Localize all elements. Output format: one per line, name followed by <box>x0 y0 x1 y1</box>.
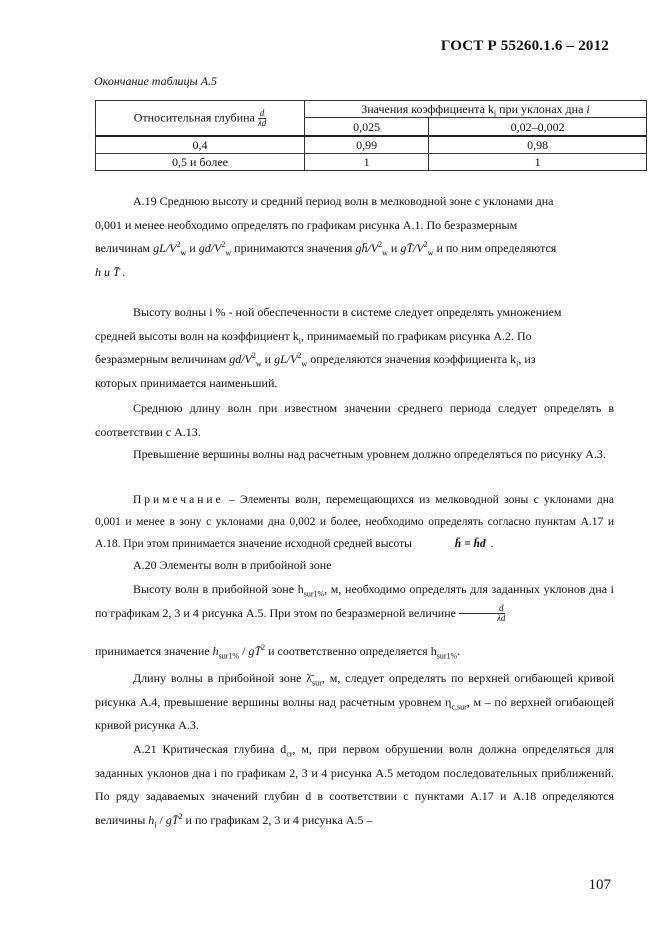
coefficient-table <box>95 100 647 171</box>
paragraph-a21: А.21 Критическая глубина $d_{cr}$, м, при первом обрушении волн должна определяться для заданных уклонов дна i по графикам 2, 3 и 4 рисунка А.5 методом последовательных приближений. По ряду задаваемых значений глубин d в соответствии с пунктами А.17 и А.18 определяются величины $h_i$ / gT̄$^2$ и по графикам 2, 3 и 4 рисунка А.5 – <box>95 742 615 829</box>
page-number: 107 <box>588 877 611 893</box>
note: Примечание – Элементы волн, перемещающихся из мелководной зоны с уклонами дна 0,001 и менее в зону с уклонами дна 0,002 и более, необходимо определять согласно пунктам А.17 и А.18. При этом принимается значение исходной средней высоты h̄ = h̄d . <box>95 489 614 555</box>
paragraph-wavelength: Среднюю длину волн при известном значении среднего периода следует определять в соответствии с А.13. <box>95 401 614 439</box>
paragraph-a20-wavelength: Длину волны в прибойной зоне $\lambdā_{sur}$, м, следует определять по верхней огибающей кривой рисунка А.4, превышение вершины волны над расчетным уровнем $\eta_{c,sur}$, м – по верхней огибающей кривой рисунка А.3. <box>95 671 614 732</box>
paragraph-a20-value: принимается значение $h_{sur1\%}$ / gT̄$^2$ и соответственно определяется $h_{sur1\%}$. <box>95 643 461 661</box>
section-a20-title: А.20 Элементы волн в прибойной зоне <box>133 558 332 572</box>
table-row: 0,4 0,99 0,98 <box>96 136 647 154</box>
table-caption: Окончание таблицы А.5 <box>94 74 218 88</box>
paragraph-percent-height: Высоту волны i % - ной обеспеченности в системе следует определять умножением средней высоты волн на коэффициент $k_i$, принимаемый по графикам рисунка А.2. По безразмерным величинам $gd/V^2_w$ и $gL/V^2_w$ определяются значения коэффициента $k_i$, из которых принимается наименьший. <box>95 305 562 390</box>
table-row: 0,5 и более 1 1 <box>96 154 647 171</box>
depth-fraction: $\frac{d}{\lambda d}$ <box>257 107 267 128</box>
paragraph-a19: А.19 Среднюю высоту и средний период волн в мелководной зоне с уклонами дна 0,001 и менее необходимо определять по графикам рисунка А.1. По безразмерным величинам $gL/V^2_w$ и $gd/V^2_w$ принимаются значения $gh̄/V^2_w$ и $gT̄/V^2_w$ и по ним определяются h и T̄ . <box>95 194 557 279</box>
table-header-coefficient: Значения коэффициента $k_l$ при уклонах дна i <box>305 101 647 118</box>
depth-fraction: $\frac{d}{\lambda d}$ <box>459 604 505 623</box>
document-header: ГОСТ Р 55260.1.6 – 2012 <box>440 38 609 54</box>
table-header-depth: Относительная глубина $\frac{d}{\lambda d}$ <box>96 101 305 137</box>
note-formula: h̄ = h̄d <box>454 538 486 550</box>
note-label: Примечание <box>133 494 224 506</box>
table-subheader-slope-2: 0,02–0,002 <box>429 118 647 136</box>
table-subheader-slope-1: 0,025 <box>305 118 429 136</box>
paragraph-crest-height: Превышение вершины волны над расчетным уровнем должно определяться по рисунку А.3. <box>133 447 606 461</box>
paragraph-a20-height: Высоту волн в прибойной зоне $h_{sur1\%}$, м, необходимо определять для заданных уклонов дна i по графикам 2, 3 и 4 рисунка А.5. При этом по безразмерной величине $\frac{d}{\lambda d}$ <box>95 582 614 624</box>
